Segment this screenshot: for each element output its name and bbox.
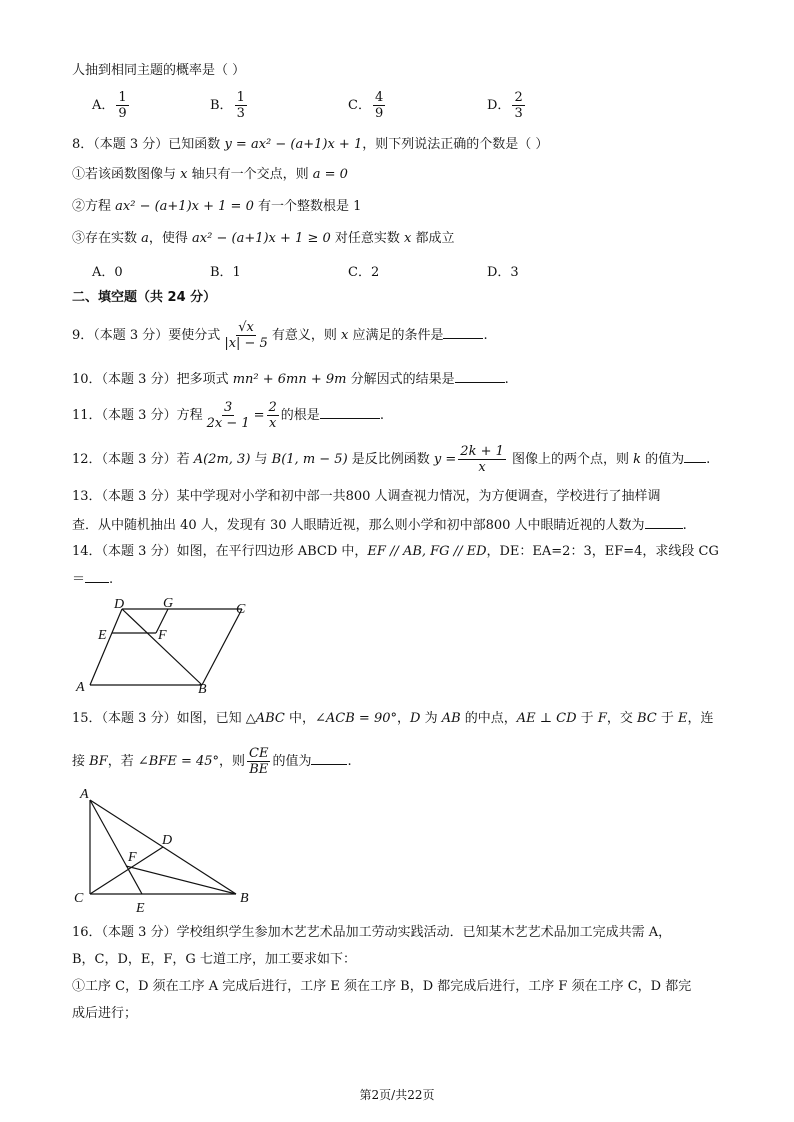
q16-line-1: 16．（本题 3 分）学校组织学生参加木艺艺术品加工劳动实践活动．已知某木艺艺术品加工完成共需 A， [72,925,672,940]
q10: 10．（本题 3 分）把多项式 mn² + 6mn + 9m 分解因式的结果是 . [72,372,509,387]
q15-line-1: 15．（本题 3 分）如图，已知 △ABC 中，∠ACB = 90°，D 为 AB 的中点，AE ⊥ CD 于 F，交 BC 于 E，连 [72,711,714,726]
segment-bf [126,866,236,894]
segment-ae [90,800,142,894]
q8-stem: 8．（本题 3 分）已知函数 y = ax² − (a+1)x + 1，则下列说法正确的个数是（ ） [72,137,549,152]
label-b: B [198,682,207,695]
label-d: D [114,597,125,612]
label-a: A [76,680,85,695]
q8-option-a: A．0 [92,265,123,280]
q16-line-4: 成后进行； [72,1006,138,1021]
q13-line-2: 查．从中随机抽出 40 人，发现有 30 人眼睛近视，那么则小学和初中部800 人中眼睛近视的人数为 . [72,518,687,533]
q11: 11．（本题 3 分）方程 $\frac{3}{2x - 1}$ = $\frac{2}{x}$ 的根是 . [72,400,384,431]
label-g: G [163,596,174,611]
label-d: D [162,833,173,848]
q8-statement-2: ②方程 ax² − (a+1)x + 1 = 0 有一个整数根是 1 [72,199,362,214]
q14-line-1: 14．（本题 3 分）如图，在平行四边形 ABCD 中，EF // AB, FG // ED，DE：EA=2：3，EF=4，求线段 CG [72,544,719,559]
answer-blank[interactable] [311,752,347,765]
label-a: A [80,787,89,802]
q15-line-2: 接 BF，若 ∠BFE = 45°，则 $\frac{CE}{BE}$ 的值为 . [72,746,352,777]
label-c: C [74,891,84,906]
answer-blank[interactable] [85,570,109,583]
q8-option-c: C．2 [348,265,380,280]
q15-figure [68,780,268,920]
answer-blank[interactable] [645,516,683,529]
q7-option-a: A． $\frac{1}{9}$ [92,90,127,121]
answer-blank[interactable] [443,326,483,339]
q16-line-3: ①工序 C，D 须在工序 A 完成后进行，工序 E 须在工序 B，D 都完成后进行，工序 F 须在工序 C，D 都完 [72,979,692,994]
label-e: E [98,628,107,643]
answer-blank[interactable] [684,450,706,463]
q8-option-d: D．3 [487,265,519,280]
q7-option-b: B． $\frac{1}{3}$ [210,90,245,121]
q9: 9．（本题 3 分）要使分式 $\frac{√x}{|x| - 5}$ 有意义，则 x 应满足的条件是 . [72,320,488,351]
answer-blank[interactable] [455,370,505,383]
q8-statement-3: ③存在实数 a，使得 ax² − (a+1)x + 1 ≥ 0 对任意实数 x 都成立 [72,231,455,246]
label-f: F [158,628,167,643]
q13-line-1: 13．（本题 3 分）某中学现对小学和初中部一共800 人调查视力情况，为方便调查，学校进行了抽样调 [72,489,661,504]
label-b: B [240,891,249,906]
q14-line-2: ＝ . [72,572,114,587]
q16-line-2: B，C，D，E，F，G 七道工序，加工要求如下： [72,952,356,967]
q7-tail: 人抽到相同主题的概率是（ ） [72,63,246,78]
q12: 12．（本题 3 分）若 A(2m, 3) 与 B(1, m − 5) 是反比例函数 y = $\frac{2k + 1}{x}$ 图像上的两个点，则 k 的值为 . [72,444,711,475]
segment-cd [90,847,163,894]
side-ad [90,609,122,685]
side-cb [202,609,242,685]
q8-option-b: B．1 [210,265,241,280]
page-footer: 第2页/共22页 [359,1088,435,1102]
q14-figure [70,595,260,695]
label-e: E [136,901,145,916]
section-title: 二、填空题（共 24 分） [72,290,217,305]
label-c: C [236,602,246,617]
label-f: F [128,850,137,865]
q8-statement-1: ①若该函数图像与 x 轴只有一个交点，则 a = 0 [72,167,348,182]
answer-blank[interactable] [320,406,380,419]
q7-option-c: C． $\frac{4}{9}$ [348,90,384,121]
q7-option-d: D． $\frac{2}{3}$ [487,90,523,121]
